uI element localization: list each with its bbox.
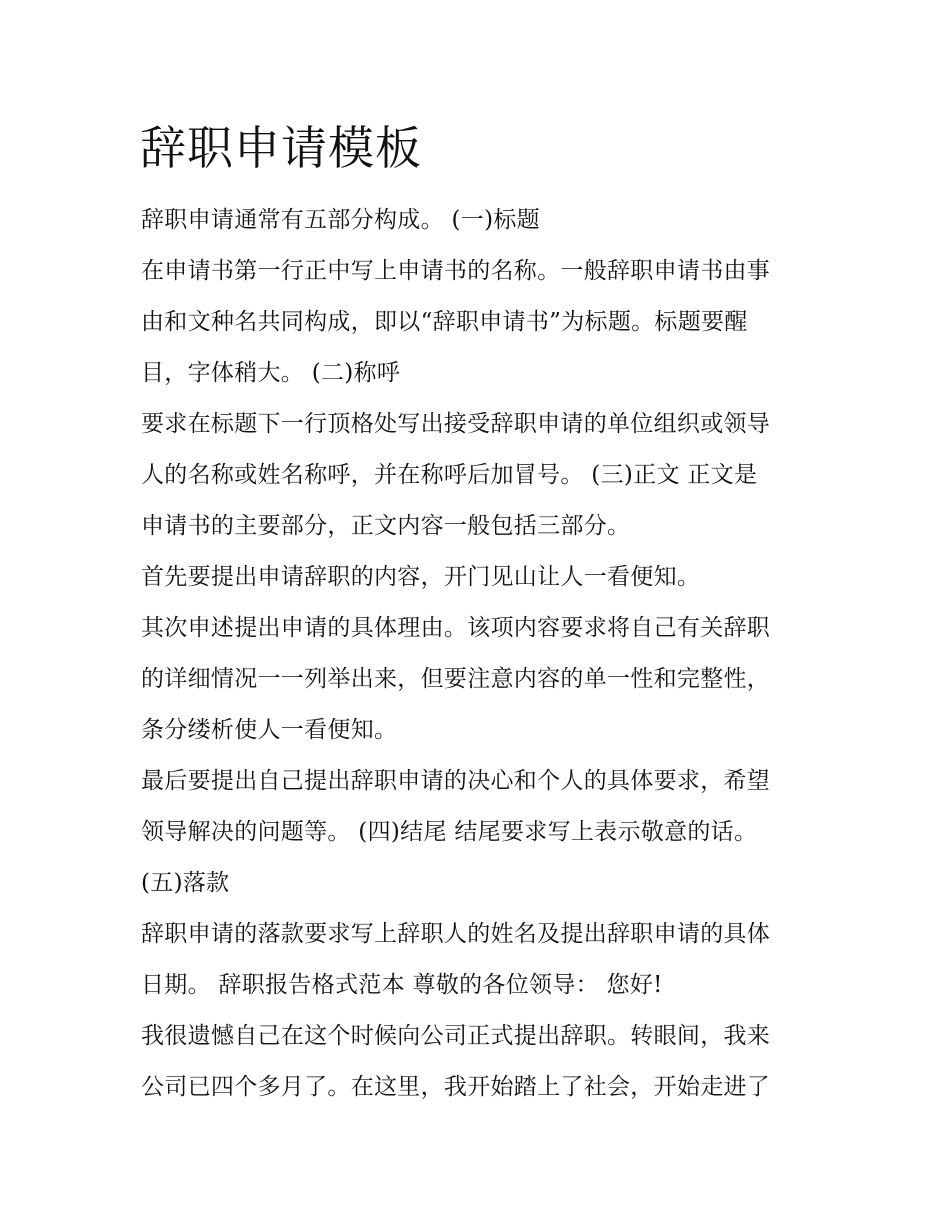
body-line: 领导解决的问题等。 (四)结尾 结尾要求写上表示敬意的话。 (141, 819, 758, 845)
body-line: 的详细情况一一列举出来，但要注意内容的单一性和完整性， (141, 666, 771, 692)
body-line: 辞职申请通常有五部分构成。 (一)标题 (141, 207, 540, 233)
body-line: 首先要提出申请辞职的内容，开门见山让人一看便知。 (141, 564, 701, 590)
body-line: 日期。 辞职报告格式范本 尊敬的各位领导： 您好! (141, 972, 663, 998)
body-line: 其次申述提出申请的具体理由。该项内容要求将自己有关辞职 (141, 615, 771, 641)
body-line: 我很遗憾自己在这个时候向公司正式提出辞职。转眼间，我来 (141, 1023, 771, 1049)
body-line: 人的名称或姓名称呼，并在称呼后加冒号。 (三)正文 正文是 (141, 462, 758, 488)
body-line: 由和文种名共同构成，即以“辞职申请书”为标题。标题要醒 (141, 309, 748, 335)
body-line: 要求在标题下一行顶格处写出接受辞职申请的单位组织或领导 (141, 411, 771, 437)
body-line: (五)落款 (141, 870, 230, 896)
document-title: 辞职申请模板 (140, 121, 422, 175)
body-line: 在申请书第一行正中写上申请书的名称。一般辞职申请书由事 (141, 258, 771, 284)
body-line: 最后要提出自己提出辞职申请的决心和个人的具体要求，希望 (141, 768, 771, 794)
body-line: 条分缕析使人一看便知。 (141, 717, 398, 743)
body-line: 目，字体稍大。 (二)称呼 (141, 360, 401, 386)
body-line: 辞职申请的落款要求写上辞职人的姓名及提出辞职申请的具体 (141, 921, 771, 947)
body-line: 公司已四个多月了。在这里，我开始踏上了社会，开始走进了 (141, 1074, 771, 1100)
body-line: 申请书的主要部分，正文内容一般包括三部分。 (141, 513, 631, 539)
